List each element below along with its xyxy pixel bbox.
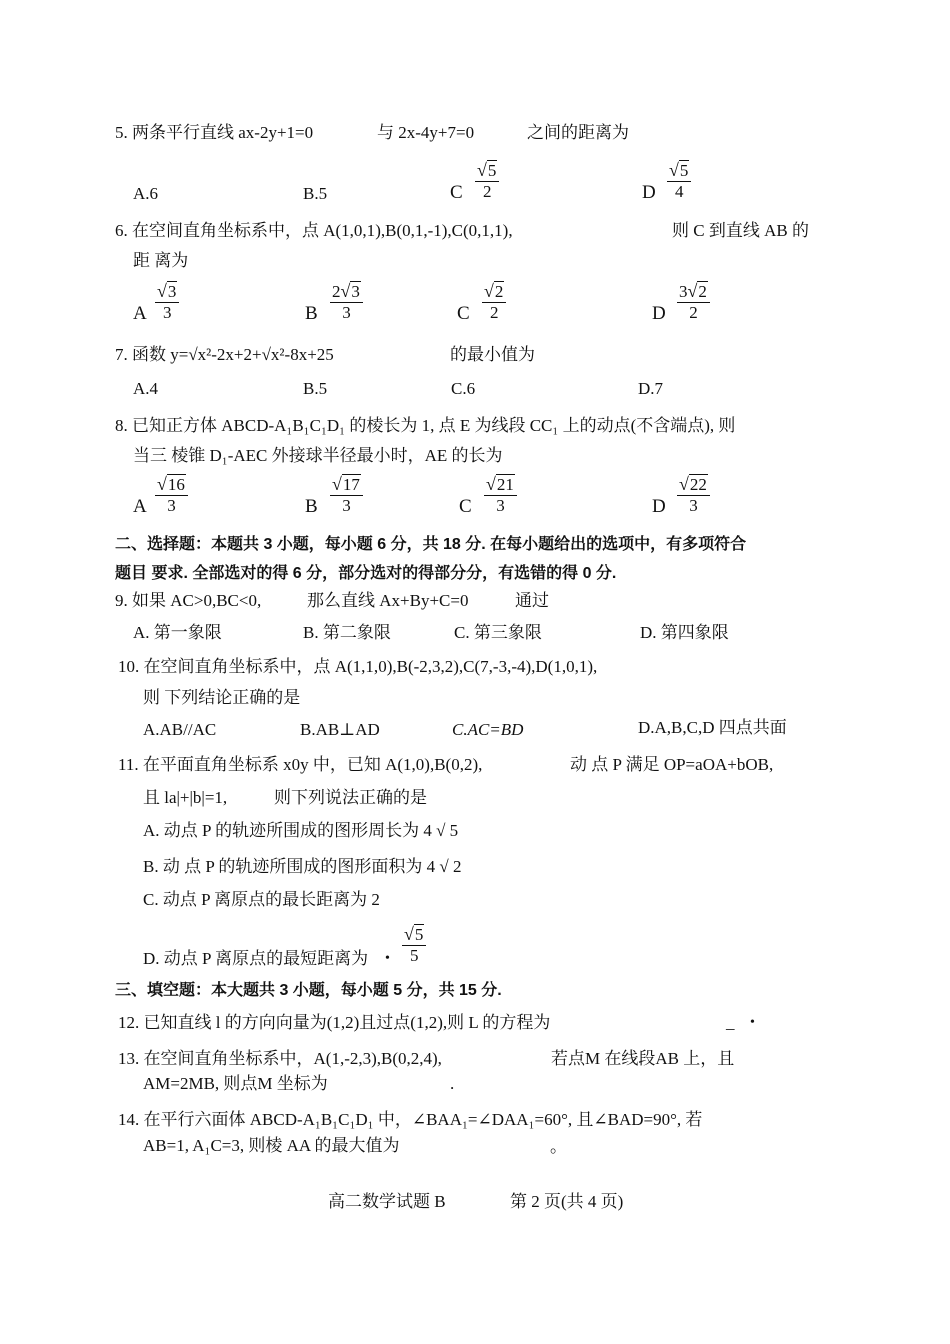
q13-stem: 13. 在空间直角坐标系中，A(1,-2,3),B(0,2,4), — [118, 1049, 442, 1068]
q13-stem-line2: AM=2MB, 则点M 坐标为 — [143, 1074, 328, 1093]
denominator: 3 — [330, 495, 363, 516]
q9-option-d: D. 第四象限 — [640, 623, 729, 642]
denominator: 5 — [402, 945, 426, 966]
q8-option-b-fraction: $\frac{√17}{3}$ — [330, 474, 363, 516]
q5-option-a: A.6 — [133, 184, 159, 203]
q11-option-a: A. 动点 P 的轨迹所围成的图形周长为 4 √ 5 — [143, 821, 459, 840]
q12-dot: • — [750, 1015, 755, 1030]
q11-stem-line2-b: 则下列说法正确的是 — [274, 788, 427, 807]
q6-option-a-label: A — [133, 303, 147, 324]
q7-stem: 7. 函数 y=√x²-2x+2+√x²-8x+25 — [115, 345, 334, 364]
radicand: 2 — [698, 282, 707, 301]
q5-stem-2: 与 2x-4y+7=0 — [377, 123, 475, 142]
denominator: 2 — [475, 181, 499, 202]
q7-option-c: C.6 — [451, 379, 476, 398]
q14-stem: 14. 在平行六面体 ABCD-A₁B₁C₁D₁ 中，∠BAA₁=∠DAA₁=60°, 且∠BAD=90°, 若 — [118, 1110, 703, 1129]
q11-stem: 11. 在平面直角坐标系 x0y 中，已知 A(1,0),B(0,2), — [118, 755, 483, 774]
section-2-heading-line2: 题目 要求. 全部选对的得 6 分，部分选对的得部分分，有选错的得 0 分. — [115, 565, 617, 582]
q10-stem: 10. 在空间直角坐标系中，点 A(1,1,0),B(-2,3,2),C(7,-3,-4),D(1,0,1), — [118, 657, 598, 676]
q10-option-c: C.AC=BD — [452, 720, 524, 739]
radicand: 3 — [351, 282, 360, 301]
q10-option-b: B.AB⊥AD — [300, 720, 380, 739]
q11-stem-line2: 且 la|+|b|=1, — [143, 788, 228, 807]
q7-stem-2: 的最小值为 — [450, 345, 535, 364]
q8-option-d-fraction: $\frac{√22}{3}$ — [677, 474, 710, 516]
radicand: 5 — [414, 925, 424, 944]
q13-answer-end: . — [450, 1074, 455, 1093]
q8-option-b-label: B — [305, 496, 318, 517]
q5-option-d-fraction: $\frac{√5}{4}$ — [667, 160, 691, 202]
section-3-heading: 三、填空题：本大题共 3 小题，每小题 5 分，共 15 分. — [115, 982, 502, 999]
q14-answer-end: 。 — [550, 1137, 567, 1156]
q9-stem: 9. 如果 AC>0,BC<0, — [115, 591, 262, 610]
q6-stem: 6. 在空间直角坐标系中，点 A(1,0,1),B(0,1,-1),C(0,1,1), — [115, 221, 513, 240]
section-2-heading: 二、选择题：本题共 3 小题，每小题 6 分，共 18 分. 在每小题给出的选项中，有多项符合 — [115, 536, 747, 553]
q6-option-a-fraction: $\frac{√3}{3}$ — [155, 281, 179, 323]
q8-option-a-label: A — [133, 496, 147, 517]
q10-option-a: A.AB//AC — [143, 720, 217, 739]
denominator: 4 — [667, 181, 691, 202]
q5-option-d-label: D — [642, 182, 656, 203]
q6-option-d-label: D — [652, 303, 666, 324]
q10-option-d: D.A,B,C,D 四点共面 — [638, 718, 787, 737]
q12-answer-blank[interactable]: _ — [726, 1013, 735, 1032]
q6-option-b-fraction: $\frac{2√3}{3}$ — [330, 281, 363, 323]
q11-option-b: B. 动 点 P 的轨迹所围成的图形面积为 4 √ 2 — [143, 857, 462, 876]
q5-stem: 5. 两条平行直线 ax-2y+1=0 — [115, 123, 314, 142]
q9-option-a: A. 第一象限 — [133, 623, 222, 642]
q6-option-c-label: C — [457, 303, 470, 324]
radicand: 16 — [167, 475, 185, 494]
q9-stem-2: 那么直线 Ax+By+C=0 — [307, 591, 469, 610]
q7-option-b: B.5 — [303, 379, 328, 398]
radicand: 22 — [689, 475, 707, 494]
q6-option-c-fraction: $\frac{√2}{2}$ — [482, 281, 506, 323]
q11-option-d: D. 动点 P 离原点的最短距离为 — [143, 949, 369, 968]
radicand: 21 — [496, 475, 514, 494]
q7-option-a: A.4 — [133, 379, 159, 398]
q5-stem-3: 之间的距离为 — [527, 123, 629, 142]
q9-option-b: B. 第二象限 — [303, 623, 391, 642]
denominator: 2 — [677, 302, 710, 323]
q8-option-c-label: C — [459, 496, 472, 517]
q8-option-c-fraction: $\frac{√21}{3}$ — [484, 474, 517, 516]
q8-stem-line2: 当三 棱锥 D₁-AEC 外接球半径最小时，AE 的长为 — [133, 446, 503, 465]
radicand: 5 — [487, 161, 497, 180]
q11-stem-2: 动 点 P 满足 OP=aOA+bOB, — [570, 755, 774, 774]
denominator: 3 — [484, 495, 517, 516]
q11-option-d-dot: • — [385, 951, 390, 966]
q9-stem-3: 通过 — [515, 591, 549, 610]
q8-stem: 8. 已知正方体 ABCD-A₁B₁C₁D₁ 的棱长为 1, 点 E 为线段 CC₁ 上的动点(不含端点), 则 — [115, 416, 736, 435]
q8-option-d-label: D — [652, 496, 666, 517]
q6-option-b-label: B — [305, 303, 318, 324]
coefficient: 2 — [332, 282, 341, 301]
footer-page-number: 第 2 页(共 4 页) — [510, 1192, 624, 1211]
q6-stem-end: 则 C 到直线 AB 的 — [672, 221, 809, 240]
q13-stem-2: 若点M 在线段AB 上，且 — [551, 1049, 735, 1068]
q5-option-c-label: C — [450, 182, 463, 203]
denominator: 3 — [155, 302, 179, 323]
q10-stem-line2: 则 下列结论正确的是 — [143, 688, 301, 707]
q14-stem-line2: AB=1, A₁C=3, 则棱 AA 的最大值为 — [143, 1136, 400, 1155]
q5-option-c-fraction: $\frac{√5}{2}$ — [475, 160, 499, 202]
q6-option-d-fraction: $\frac{3√2}{2}$ — [677, 281, 710, 323]
footer-title: 高二数学试题 B — [328, 1192, 446, 1211]
denominator: 2 — [482, 302, 506, 323]
denominator: 3 — [155, 495, 188, 516]
coefficient: 3 — [679, 282, 688, 301]
q11-option-d-fraction: $\frac{√5}{5}$ — [402, 924, 426, 966]
denominator: 3 — [330, 302, 363, 323]
q11-option-c: C. 动点 P 离原点的最长距离为 2 — [143, 890, 380, 909]
denominator: 3 — [677, 495, 710, 516]
q8-option-a-fraction: $\frac{√16}{3}$ — [155, 474, 188, 516]
q5-option-b: B.5 — [303, 184, 328, 203]
radicand: 3 — [167, 282, 177, 301]
q9-option-c: C. 第三象限 — [454, 623, 542, 642]
q12-stem: 12. 已知直线 l 的方向向量为(1,2)且过点(1,2),则 L 的方程为 — [118, 1013, 551, 1032]
radicand: 2 — [494, 282, 504, 301]
radicand: 5 — [679, 161, 689, 180]
q6-stem-line2: 距 离为 — [133, 251, 189, 270]
q7-option-d: D.7 — [638, 379, 664, 398]
radicand: 17 — [342, 475, 360, 494]
